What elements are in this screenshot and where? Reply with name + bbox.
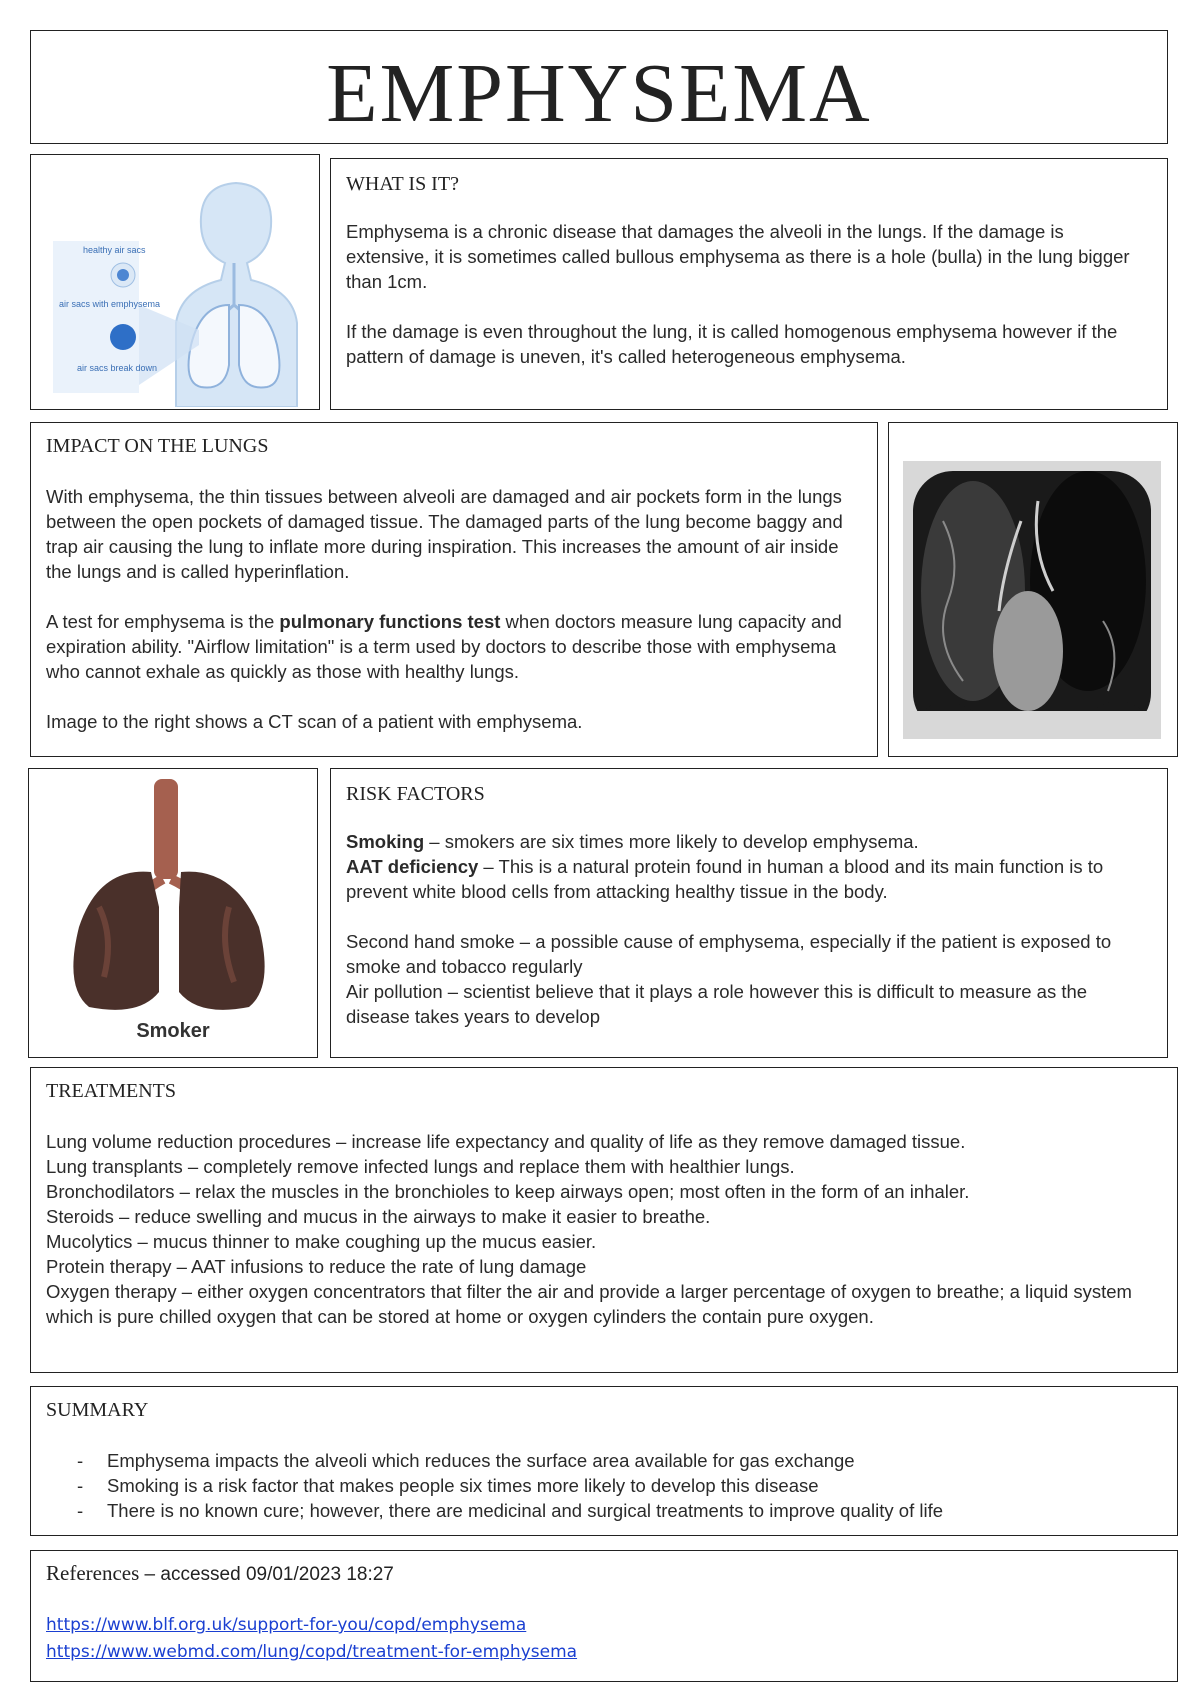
treatment-item: Lung transplants – completely remove infected lungs and replace them with healthier lungs.	[46, 1156, 795, 1177]
references-heading: References	[46, 1561, 140, 1585]
smoker-lungs-image	[59, 777, 289, 1017]
ct-scan-image	[903, 461, 1161, 739]
references-line	[46, 1561, 1161, 1586]
treatment-item: Oxygen therapy – either oxygen concentrators that filter the air and provide a larger percentage of oxygen to breathe; a liquid system which is pure chilled oxygen that can be stored at home or oxygen cylinders the contain pure oxygen.	[46, 1281, 1132, 1327]
emphysema-air-sac-icon	[110, 324, 136, 350]
risk-smoking-term: Smoking	[346, 831, 425, 852]
risk-aat	[346, 854, 1151, 904]
risk-smoking-text: – smokers are six times more likely to develop emphysema.	[424, 831, 919, 852]
what-is-it-section	[330, 158, 1168, 410]
healthy-air-sac-center	[117, 269, 129, 281]
treatments-section	[30, 1067, 1178, 1373]
left-lung-dark	[73, 872, 159, 1010]
impact-section	[30, 422, 878, 757]
ct-scan-box	[888, 422, 1178, 757]
smoker-lungs-box	[28, 768, 318, 1058]
figure-label-breakdown: air sacs break down	[77, 363, 158, 373]
anatomy-figure-box	[30, 154, 320, 410]
right-lung-dark	[179, 872, 265, 1010]
section-heading-summary: SUMMARY	[46, 1399, 149, 1421]
what-is-it-paragraph-1: Emphysema is a chronic disease that damages the alveoli in the lungs. If the damage is extensive, it is sometimes called bullous emphysema as there is a hole (bulla) in the lung bigger than 1cm.	[346, 221, 1130, 292]
impact-p2-text-end: when doctors measure lung capacity and expiration ability. "Airflow limitation" is a term used by doctors to describe those with emphysema who cannot exhale as quickly as those with healthy lungs.	[46, 611, 842, 682]
risk-smoking	[346, 829, 1151, 854]
impact-paragraph-1: With emphysema, the thin tissues between alveoli are damaged and air pockets form in the lungs between the open pockets of damaged tissue. The damaged parts of the lung become baggy and trap air causing the lung to inflate more during inspiration. This increases the amount of air inside the lungs and is called hyperinflation.	[46, 486, 843, 582]
summary-item: - There is no known cure; however, there are medicinal and surgical treatments to improve quality of life	[31, 1498, 1161, 1523]
section-heading-what-is-it: WHAT IS IT?	[346, 173, 459, 195]
ct-heart	[993, 591, 1063, 711]
title-box	[30, 30, 1168, 144]
risk-second-hand-smoke: Second hand smoke – a possible cause of emphysema, especially if the patient is exposed to smoke and tobacco regularly	[346, 931, 1112, 977]
risk-aat-term: AAT deficiency	[346, 856, 479, 877]
summary-section	[30, 1386, 1178, 1536]
risk-air-pollution: Air pollution – scientist believe that it plays a role however this is difficult to measure as the disease takes years to develop	[346, 981, 1088, 1027]
impact-paragraph-3: Image to the right shows a CT scan of a patient with emphysema.	[46, 711, 583, 732]
impact-paragraph-2	[46, 609, 861, 684]
summary-item: - Smoking is a risk factor that makes people six times more likely to develop this disease	[31, 1473, 1161, 1498]
lung-anatomy-illustration	[31, 155, 317, 407]
section-heading-treatments: TREATMENTS	[46, 1080, 176, 1102]
treatment-item: Protein therapy – AAT infusions to reduce the rate of lung damage	[46, 1256, 587, 1277]
risk-factors-section	[330, 768, 1168, 1058]
impact-p2-text-start: A test for emphysema is the	[46, 611, 280, 632]
what-is-it-paragraph-2: If the damage is even throughout the lung, it is called homogenous emphysema however if the pattern of damage is uneven, it's called heterogeneous emphysema.	[346, 321, 1118, 367]
page-title: EMPHYSEMA	[326, 47, 872, 140]
smoker-caption: Smoker	[136, 1020, 210, 1042]
section-heading-risk-factors: RISK FACTORS	[346, 783, 485, 805]
trachea	[154, 779, 178, 879]
treatment-item: Lung volume reduction procedures – increase life expectancy and quality of life as they remove damaged tissue.	[46, 1131, 966, 1152]
references-accessed: – accessed 09/01/2023 18:27	[139, 1564, 394, 1585]
treatment-item: Mucolytics – mucus thinner to make coughing up the mucus easier.	[46, 1231, 597, 1252]
figure-label-healthy: healthy air sacs	[83, 245, 146, 255]
summary-item: - Emphysema impacts the alveoli which reduces the surface area available for gas exchange	[31, 1448, 1161, 1473]
figure-label-emphysema: air sacs with emphysema	[59, 299, 161, 309]
references-section	[30, 1550, 1178, 1682]
ct-bottom-band	[903, 711, 1161, 739]
reference-link-webmd[interactable]: https://www.webmd.com/lung/copd/treatment-for-emphysema	[46, 1642, 578, 1662]
reference-link-blf[interactable]: https://www.blf.org.uk/support-for-you/copd/emphysema	[46, 1615, 527, 1635]
risk-aat-text: – This is a natural protein found in human a blood and its main function is to prevent white blood cells from attacking healthy tissue in the body.	[346, 856, 1104, 902]
treatment-item: Steroids – reduce swelling and mucus in the airways to make it easier to breathe.	[46, 1206, 711, 1227]
treatment-item: Bronchodilators – relax the muscles in the bronchioles to keep airways open; most often in the form of an inhaler.	[46, 1181, 970, 1202]
section-heading-impact: IMPACT ON THE LUNGS	[46, 435, 269, 457]
pulmonary-test-term: pulmonary functions test	[279, 611, 501, 632]
